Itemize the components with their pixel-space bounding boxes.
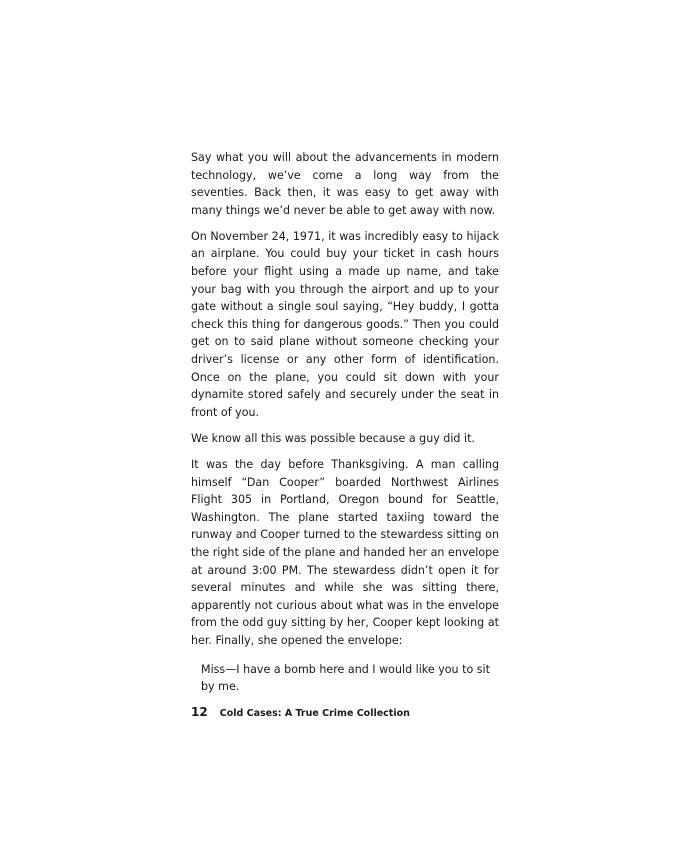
page-body xyxy=(191,149,499,696)
page-number: 12 xyxy=(191,705,208,719)
paragraph-hijack-ease: On November 24, 1971, it was incredibly easy to hijack an airplane. You could buy your ticket in cash hours before your flight using a made up name, and take your bag with you through the airport and up to your gate without a single soul saying, “Hey buddy, I gotta check this thing for dangerous goods.” Then you could get on to said plane without someone checking your driver’s license or any other form of identification. Once on the plane, you could sit down with your dynamite stored safely and securely under the seat in front of you. xyxy=(191,229,499,419)
paragraph-thanksgiving: It was the day before Thanksgiving. A man calling himself “Dan Cooper” boarded Northwest Airlines Flight 305 in Portland, Oregon bound for Seattle, Washington. The plane started taxiing toward the runway and Cooper turned to the stewardess sitting on the right side of the plane and handed her an envelope at around 3:00 PM. The stewardess didn’t open it for several minutes and while she was sitting there, apparently not curious about what was in the envelope from the odd guy sitting by her, Cooper kept looking at her. Finally, she opened the envelope: xyxy=(191,458,499,647)
page-footer xyxy=(191,703,410,723)
paragraph-intro: Say what you will about the advancements in modern technology, we’ve come a long way from the seventies. Back then, it was easy to get away with many things we’d never be able to get away with now. xyxy=(191,151,499,217)
paragraph-guy-did-it: We know all this was possible because a guy did it. xyxy=(191,431,475,445)
block-quote-note: Miss—I have a bomb here and I would like you to sit by me. xyxy=(201,662,490,694)
running-title: Cold Cases: A True Crime Collection xyxy=(219,708,410,719)
